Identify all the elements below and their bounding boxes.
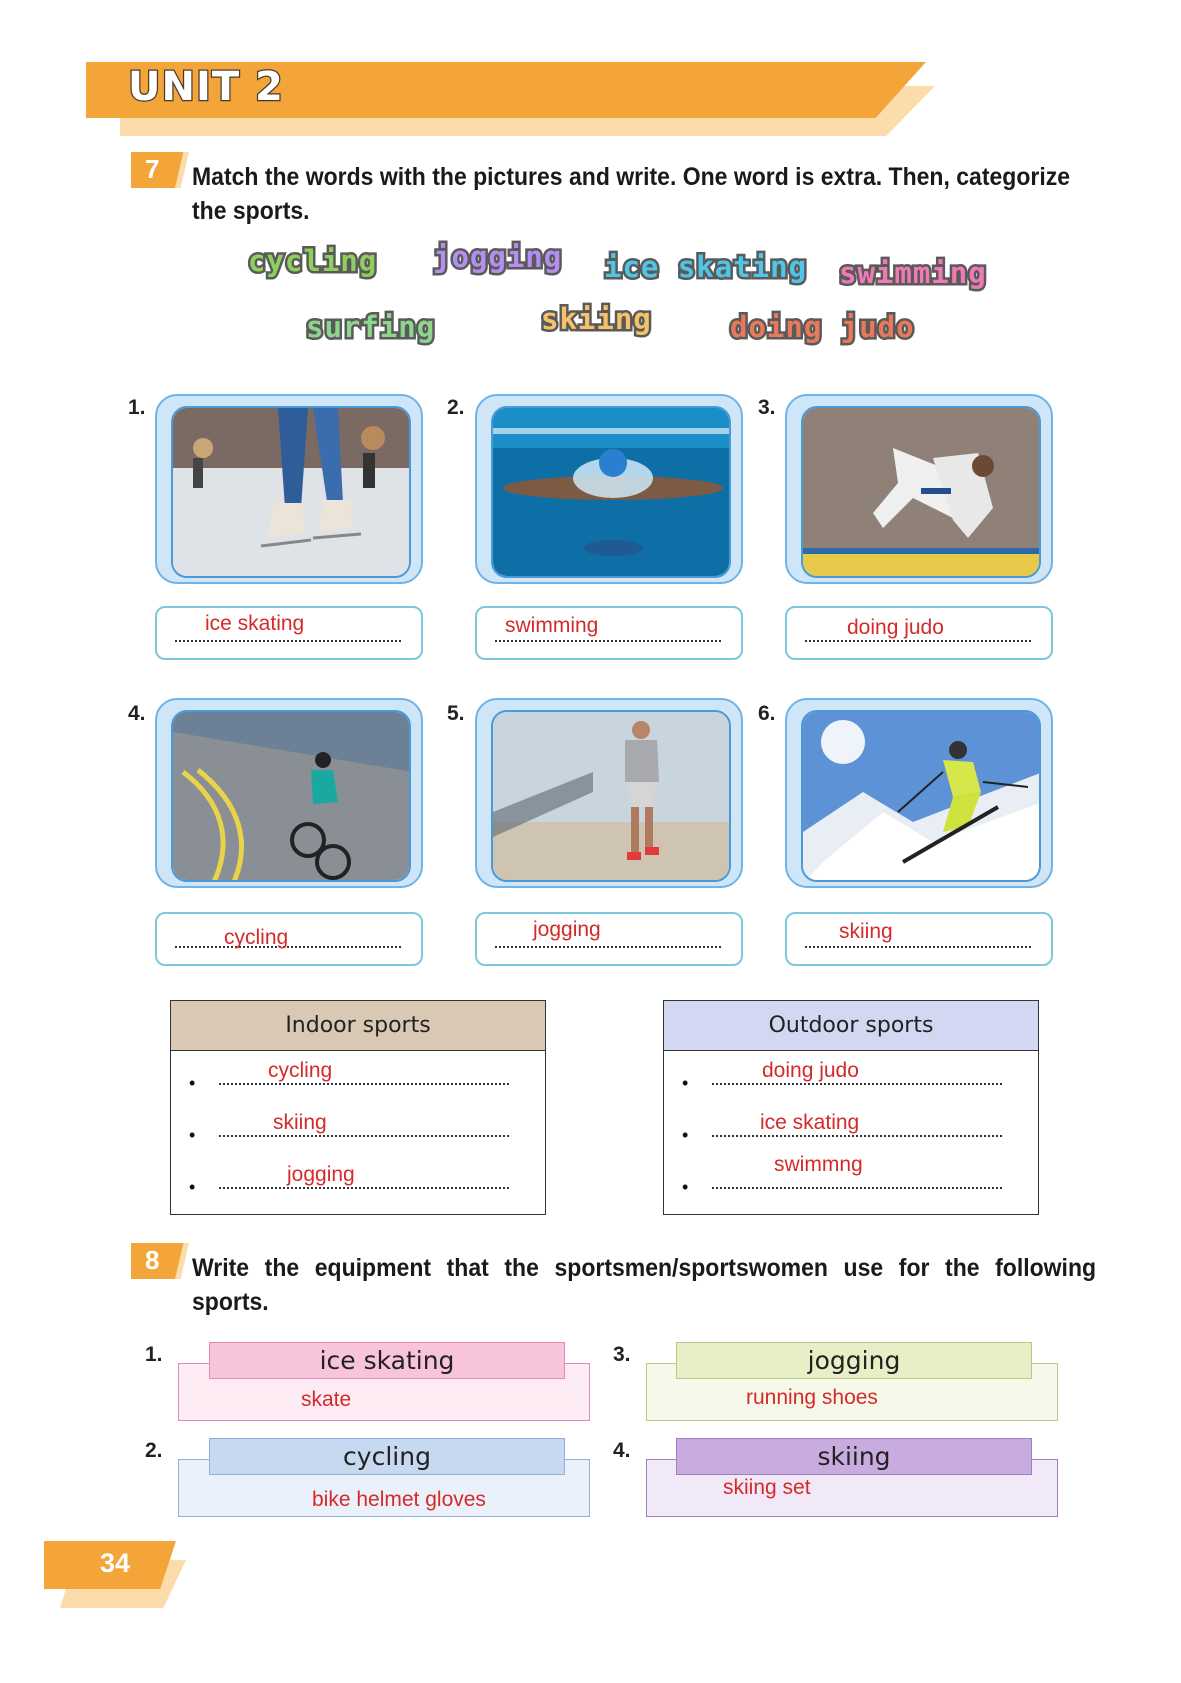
picture-4-answer-box[interactable]	[155, 912, 423, 966]
outdoor-sports-header: Outdoor sports	[664, 1001, 1038, 1051]
equipment-2-answer: bike helmet gloves	[312, 1488, 486, 1511]
picture-2-number: 2.	[447, 396, 465, 419]
picture-3-frame	[785, 394, 1053, 584]
equipment-2-sport: cycling	[209, 1438, 565, 1475]
word-bank-doing-judo: doing judo	[730, 310, 915, 344]
word-bank-ice-skating: ice skating	[604, 250, 808, 284]
ice-skating-photo	[171, 406, 411, 578]
picture-5-frame	[475, 698, 743, 888]
picture-5-answer-box[interactable]	[475, 912, 743, 966]
exercise-7-badge	[131, 152, 187, 188]
exercise-7-instruction-line-2: the sports.	[192, 197, 310, 225]
picture-4-answer: cycling	[224, 926, 289, 949]
word-bank-jogging: jogging	[433, 240, 563, 274]
indoor-sports-table: Indoor sports • cycling • skiing • jogging	[170, 1000, 546, 1215]
picture-1-answer-box[interactable]	[155, 606, 423, 660]
indoor-sports-header: Indoor sports	[171, 1001, 545, 1051]
outdoor-item-1: doing judo	[762, 1059, 859, 1082]
indoor-item-3: jogging	[287, 1163, 355, 1186]
exercise-7-number: 7	[145, 154, 160, 184]
picture-1-answer: ice skating	[205, 612, 305, 635]
indoor-item-2: skiing	[273, 1111, 327, 1134]
picture-1-frame	[155, 394, 423, 584]
picture-6-answer-box[interactable]	[785, 912, 1053, 966]
outdoor-sports-table: Outdoor sports • doing judo • ice skating • swimmng	[663, 1000, 1039, 1215]
picture-3-answer: doing judo	[847, 616, 944, 639]
jogging-photo	[491, 710, 731, 882]
picture-5-number: 5.	[447, 702, 465, 725]
picture-6-answer: skiing	[839, 920, 893, 943]
exercise-7-instruction-line-1: Match the words with the pictures and write. One word is extra. Then, categorize	[192, 163, 1071, 191]
picture-1-number: 1.	[128, 396, 146, 419]
equipment-4-answer: skiing set	[723, 1476, 811, 1499]
exercise-7-instruction	[192, 160, 1070, 228]
judo-photo	[801, 406, 1041, 578]
outdoor-item-3: swimmng	[774, 1153, 863, 1176]
picture-2-answer-box[interactable]	[475, 606, 743, 660]
skiing-photo	[801, 710, 1041, 882]
equipment-1-sport: ice skating	[209, 1342, 565, 1379]
word-bank-skiing: skiing	[541, 302, 652, 336]
cycling-photo	[171, 710, 411, 882]
picture-3-answer-box[interactable]	[785, 606, 1053, 660]
outdoor-item-2: ice skating	[760, 1111, 860, 1134]
picture-6-frame	[785, 698, 1053, 888]
equipment-1-answer: skate	[301, 1388, 352, 1411]
picture-5-answer: jogging	[533, 918, 601, 941]
word-bank-surfing: surfing	[306, 310, 436, 344]
word-bank-swimming: swimming	[839, 256, 987, 290]
equipment-2-number: 2.	[145, 1439, 163, 1462]
equipment-3-number: 3.	[613, 1343, 631, 1366]
word-bank-cycling: cycling	[248, 244, 378, 278]
picture-4-number: 4.	[128, 702, 146, 725]
picture-2-answer: swimming	[505, 614, 599, 637]
unit-title: UNIT 2	[128, 64, 284, 110]
exercise-8-instruction	[192, 1251, 1181, 1319]
indoor-item-1: cycling	[268, 1059, 333, 1082]
picture-2-frame	[475, 394, 743, 584]
equipment-4-number: 4.	[613, 1439, 631, 1462]
exercise-8-badge	[131, 1243, 187, 1279]
equipment-4-sport: skiing	[676, 1438, 1032, 1475]
picture-4-frame	[155, 698, 423, 888]
exercise-8-number: 8	[145, 1245, 160, 1275]
picture-3-number: 3.	[758, 396, 776, 419]
swimming-photo	[491, 406, 731, 578]
equipment-3-answer: running shoes	[746, 1386, 878, 1409]
exercise-8-instruction-line-2: sports.	[192, 1288, 269, 1316]
equipment-3-sport: jogging	[676, 1342, 1032, 1379]
exercise-8-instruction-line-1: Write the equipment that the sportsmen/sportswomen use for the following	[192, 1254, 1097, 1282]
picture-6-number: 6.	[758, 702, 776, 725]
equipment-1-number: 1.	[145, 1343, 163, 1366]
page-number: 34	[100, 1548, 131, 1578]
